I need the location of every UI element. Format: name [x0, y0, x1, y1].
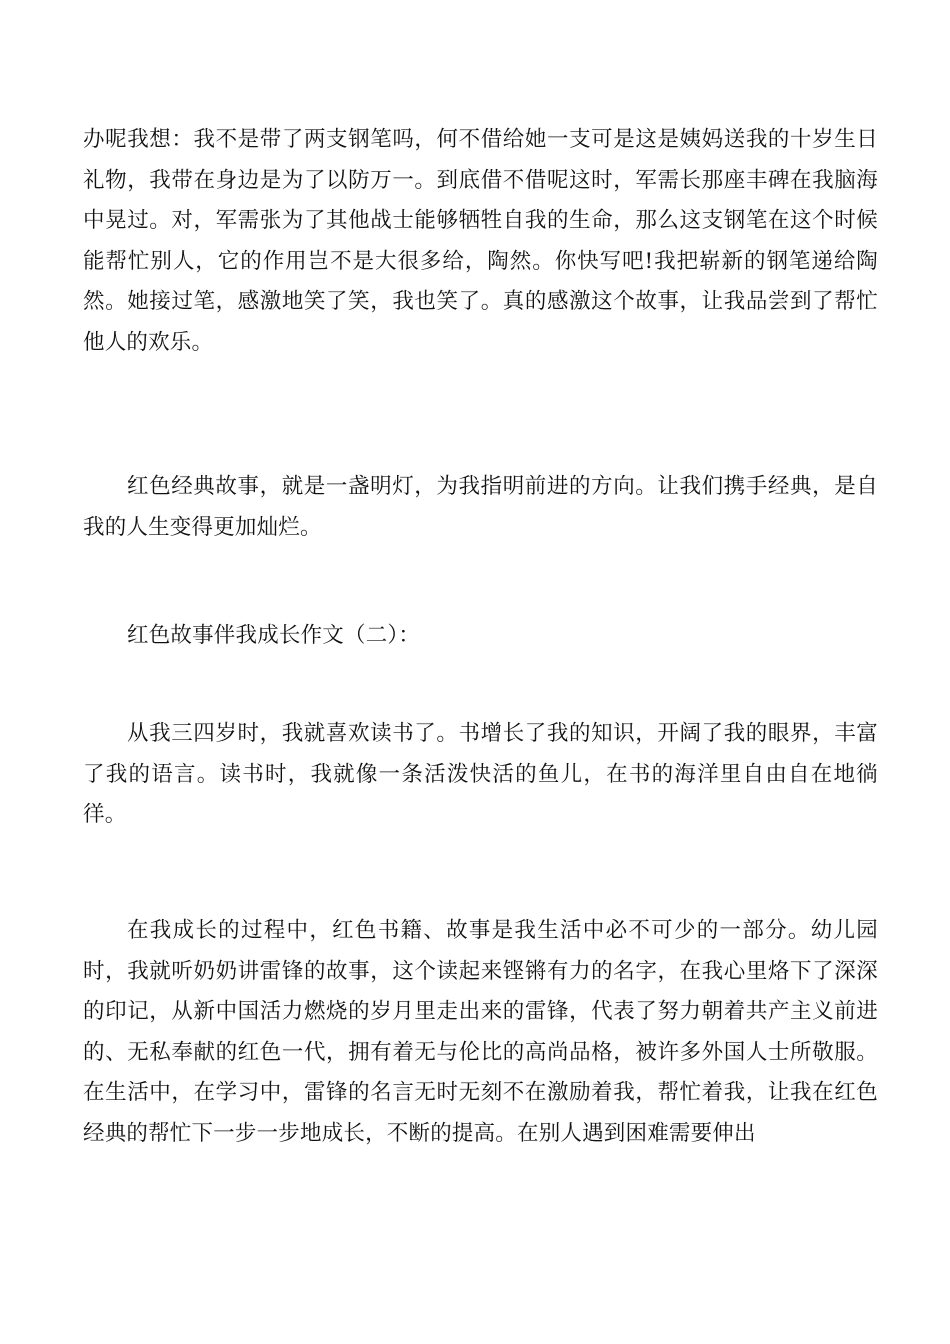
- section-heading: 红色故事伴我成长作文（二）：: [127, 623, 421, 648]
- paragraph-reading-childhood: 从我三四岁时，我就喜欢读书了。书增长了我的知识，开阔了我的眼界，丰富了我的语言。读书时，我就像一条活泼快活的鱼儿，在书的海洋里自由自在地徜徉。: [83, 721, 878, 827]
- paragraph-lei-feng: 在我成长的过程中，红色书籍、故事是我生活中必不可少的一部分。幼儿园时，我就听奶奶讲雷锋的故事，这个读起来铿锵有力的名字，在我心里烙下了深深的印记，从新中国活力燃烧的岁月里走出来的雷锋，代表了努力朝着共产主义前进的、无私奉献的红色一代，拥有着无与伦比的高尚品格，被许多外国人士所敬服。在生活中，在学习中，雷锋的名言无时无刻不在激励着我，帮忙着我，让我在红色经典的帮忙下一步一步地成长，不断的提高。在别人遇到困难需要伸出: [83, 918, 878, 1146]
- paragraph-red-classic-lamp: 红色经典故事，就是一盏明灯，为我指明前进的方向。让我们携手经典，是自我的人生变得更加灿烂。: [83, 474, 878, 540]
- paragraph-continuation: 办呢我想：我不是带了两支钢笔吗，何不借给她一支可是这是姨妈送我的十岁生日礼物，我带在身边是为了以防万一。到底借不借呢这时，军需长那座丰碑在我脑海中晃过。对，军需张为了其他战士能够牺牲自我的生命，那么这支钢笔在这个时候能帮忙别人，它的作用岂不是大很多给，陶然。你快写吧!我把崭新的钢笔递给陶然。她接过笔，感激地笑了笑，我也笑了。真的感激这个故事，让我品尝到了帮忙他人的欢乐。: [83, 127, 878, 355]
